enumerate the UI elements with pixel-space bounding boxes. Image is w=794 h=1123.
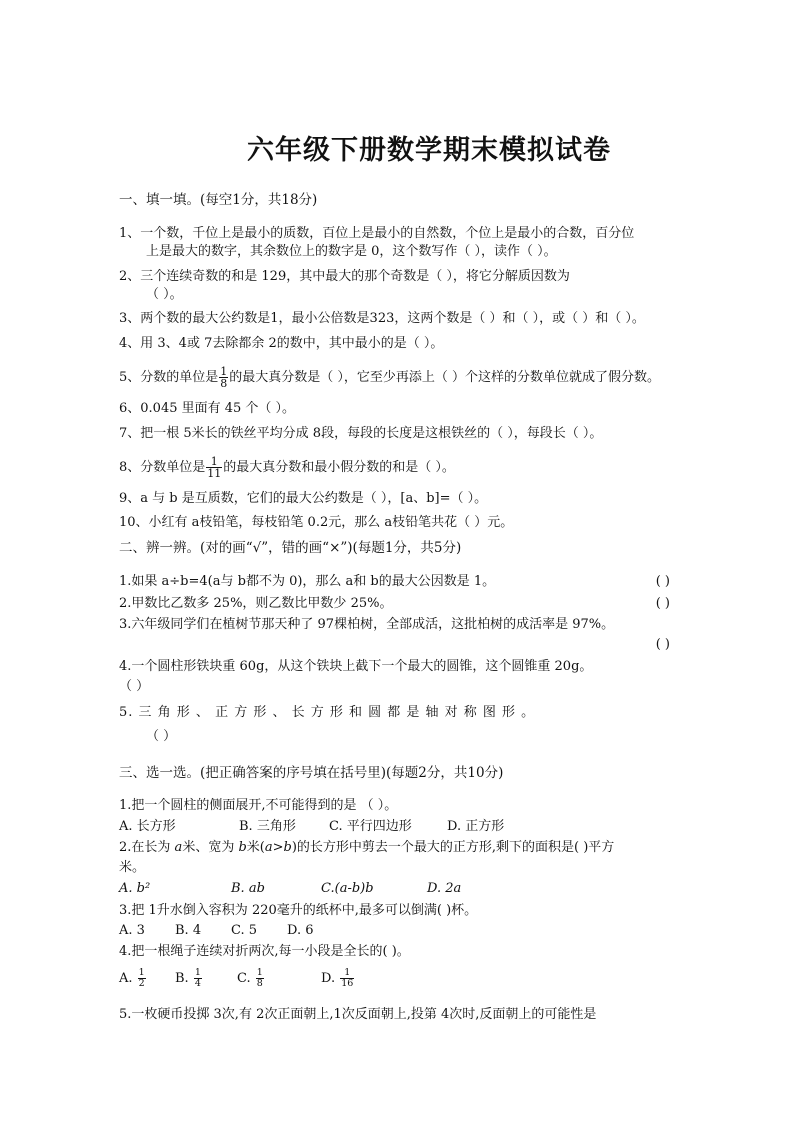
fraction-numerator: 1 xyxy=(194,967,201,978)
q1-2-line2: （ ）。 xyxy=(146,287,183,302)
q3-2-line2: 米。 xyxy=(119,860,146,875)
option-b: B. 4 xyxy=(175,923,202,938)
option-b: B. 三角形 xyxy=(239,819,296,834)
q3-2-text: 米、宽为 xyxy=(182,840,239,855)
fraction-denominator: 4 xyxy=(194,978,201,989)
q1-10: 10、小红有 a枝铅笔，每枝铅笔 0.2元，那么 a枝铅笔共花（ ）元。 xyxy=(119,515,514,530)
q3-2-text: )的长方形中剪去一个最大的正方形,剩下的面积是( )平方 xyxy=(291,840,615,855)
fraction-1-8 xyxy=(256,968,264,989)
q2-5-line1: 5. 三 角 形 、 正 方 形 、 长 方 形 和 圆 都 是 轴 对 称 图 形 。 xyxy=(119,705,536,720)
section-1-heading: 一、填一填。(每空1分，共18分) xyxy=(119,192,318,208)
fraction-1-11 xyxy=(206,456,222,479)
var-b: b xyxy=(238,840,247,855)
fraction-numerator: 1 xyxy=(340,968,354,979)
q1-1-line2: 上是最大的数字，其余数位上的数字是 0，这个数写作（ ），读作（ ）。 xyxy=(146,244,557,259)
fraction-denominator: 8 xyxy=(220,377,228,390)
q1-5-pre: 5、分数的单位是 xyxy=(119,370,219,385)
q2-5-answer-paren: （ ） xyxy=(146,729,177,744)
fraction-denominator: 11 xyxy=(207,467,222,480)
option-c: C.(a-b)b xyxy=(321,881,374,896)
q2-2-answer-paren: ( ) xyxy=(655,596,670,611)
q1-8 xyxy=(119,456,455,479)
fraction-denominator: 16 xyxy=(341,978,354,989)
q3-4-options xyxy=(119,968,355,989)
q3-1-options xyxy=(119,818,504,836)
q1-2-line1: 2、三个连续奇数的和是 129，其中最大的那个奇数是（ ），将它分解质因数为 xyxy=(119,269,570,284)
fraction-numerator: 1 xyxy=(206,456,222,468)
option-label: A. xyxy=(119,971,133,986)
fraction-numerator: 1 xyxy=(256,967,263,978)
q1-5 xyxy=(119,366,660,389)
fraction-numerator: 1 xyxy=(138,967,145,978)
q3-3-options xyxy=(119,922,314,940)
option-c: C. 5 xyxy=(231,923,258,938)
q2-2: 2.甲数比乙数多 25%，则乙数比甲数少 25%。 xyxy=(119,596,393,611)
option-d: D. 2a xyxy=(427,881,462,896)
q3-4: 4.把一根绳子连续对折两次,每一小段是全长的( )。 xyxy=(119,944,410,959)
q1-8-pre: 8、分数单位是 xyxy=(119,460,206,475)
q3-2-text: 米( xyxy=(246,840,265,855)
fraction-denominator: 2 xyxy=(138,978,145,989)
q1-8-post: 的最大真分数和最小假分数的和是（ ）。 xyxy=(223,460,455,475)
var-a: a xyxy=(174,840,183,855)
option-b: B. ab xyxy=(231,881,265,896)
q1-6: 6、0.045 里面有 45 个（ ）。 xyxy=(119,401,296,416)
q3-2-options xyxy=(119,880,461,898)
option-d xyxy=(321,968,355,989)
fraction-1-2 xyxy=(138,968,146,989)
fraction-1-8 xyxy=(219,366,228,389)
q2-3: 3.六年级同学们在植树节那天种了 97棵柏树，全部成活，这批柏树的成活率是 97%。 xyxy=(119,617,615,632)
q3-3: 3.把 1升水倒入容积为 220毫升的纸杯中,最多可以倒满( )杯。 xyxy=(119,903,478,918)
q1-3: 3、两个数的最大公约数是1，最小公倍数是323，这两个数是（ ）和（ ），或（ ）和（ ）。 xyxy=(119,311,645,326)
section-3-heading: 三、选一选。(把正确答案的序号填在括号里)(每题2分，共10分) xyxy=(119,765,504,781)
fraction-1-4 xyxy=(194,968,202,989)
q3-5: 5.一枚硬币投掷 3次,有 2次正面朝上,1次反面朝上,投第 4次时,反面朝上的可能性是 xyxy=(119,1007,597,1022)
option-c xyxy=(237,968,321,989)
option-c: C. 平行四边形 xyxy=(329,819,412,834)
option-a: A. 长方形 xyxy=(119,819,176,834)
option-label: C. xyxy=(237,971,251,986)
q1-7: 7、把一根 5米长的铁丝平均分成 8段，每段的长度是这根铁丝的（ ），每段长（ ）。 xyxy=(119,426,603,441)
q3-1: 1.把一个圆柱的侧面展开,不可能得到的是 （ ）。 xyxy=(119,798,398,813)
section-2-heading: 二、辨一辨。(对的画“√”，错的画“×”)(每题1分，共5分) xyxy=(119,540,462,556)
q1-4: 4、用 3、4或 7去除都余 2的数中，其中最小的是（ ）。 xyxy=(119,336,444,351)
fraction-numerator: 1 xyxy=(220,365,228,378)
option-b xyxy=(175,968,237,989)
condition-a-gt-b: a>b xyxy=(264,840,292,855)
q2-3-answer-paren: ( ) xyxy=(655,637,670,652)
q2-4-answer-paren: （ ） xyxy=(119,679,150,694)
page-title: 六年级下册数学期末模拟试卷 xyxy=(247,135,611,166)
q1-5-post: 的最大真分数是（ ），它至少再添上（ ）个这样的分数单位就成了假分数。 xyxy=(229,370,661,385)
q1-1-line1: 1、一个数，千位上是最小的质数，百位上是最小的自然数，个位上是最小的合数，百分位 xyxy=(119,226,635,241)
q2-1: 1.如果 a÷b=4(a与 b都不为 0)，那么 a和 b的最大公因数是 1。 xyxy=(119,574,496,589)
fraction-denominator: 8 xyxy=(256,978,263,989)
q3-2-text: 2.在长为 xyxy=(119,840,175,855)
q1-9: 9、a 与 b 是互质数，它们的最大公约数是（ ），[a、b]=（ ）。 xyxy=(119,491,488,506)
q3-2-line1 xyxy=(119,839,614,857)
option-a: A. 3 xyxy=(119,923,145,938)
q2-1-answer-paren: ( ) xyxy=(655,574,670,589)
option-d: D. 正方形 xyxy=(447,819,505,834)
option-a xyxy=(119,968,175,989)
option-label: B. xyxy=(175,971,189,986)
option-d: D. 6 xyxy=(287,923,314,938)
option-label: D. xyxy=(321,971,336,986)
option-a: A. b² xyxy=(119,881,151,896)
fraction-1-16 xyxy=(340,968,354,989)
q2-4-line1: 4.一个圆柱形铁块重 60g，从这个铁块上截下一个最大的圆锥，这个圆锥重 20g。 xyxy=(119,659,593,674)
